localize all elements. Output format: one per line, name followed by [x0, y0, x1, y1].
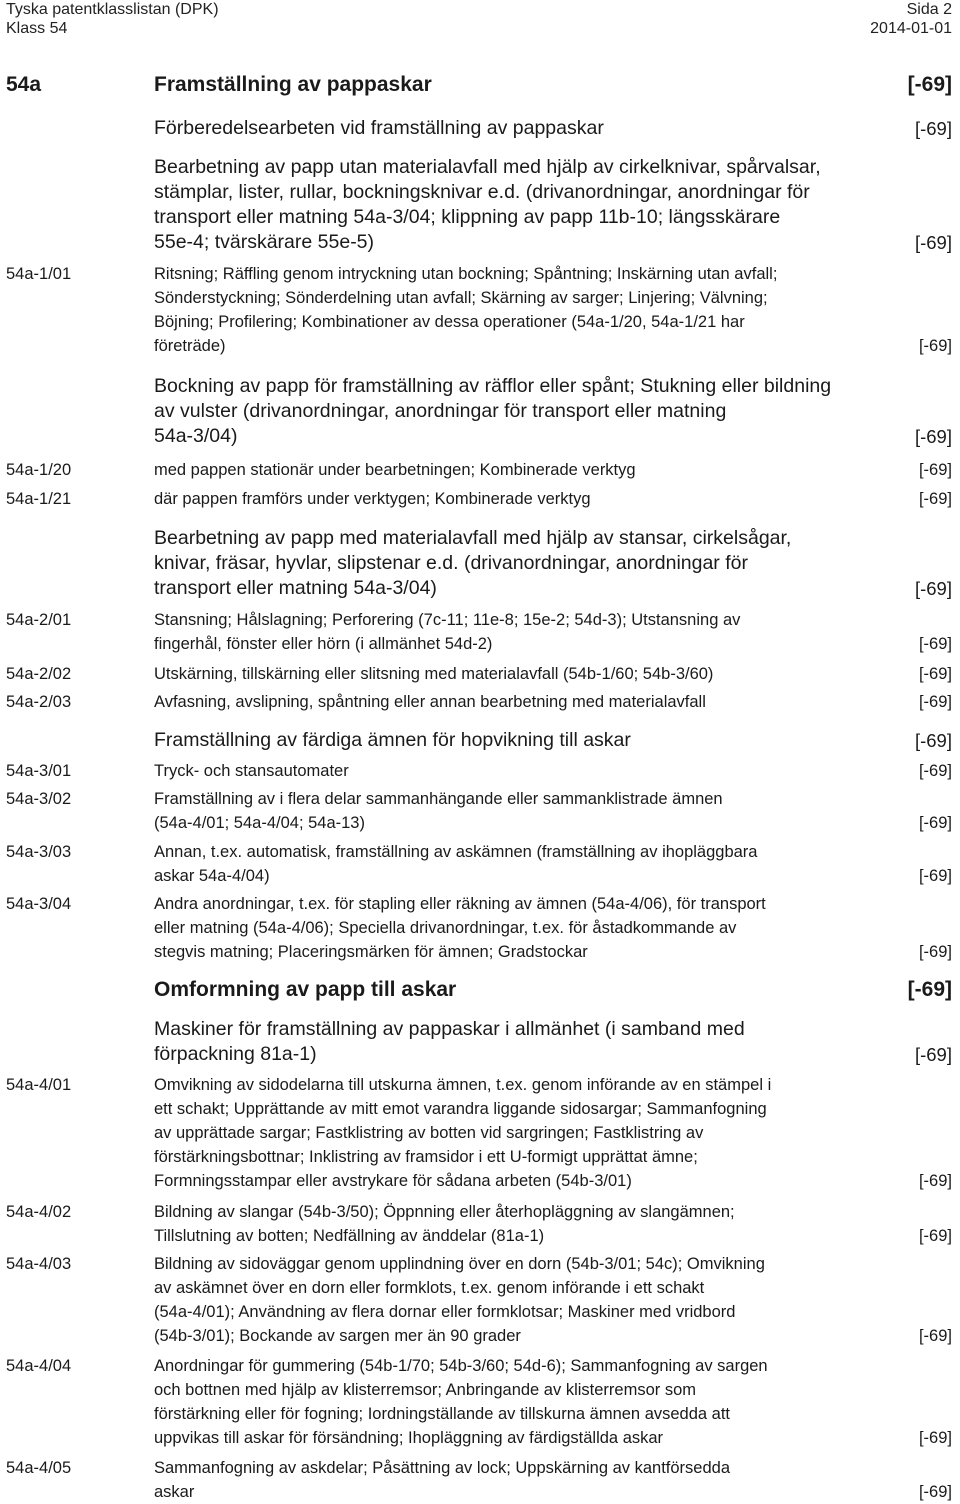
class-code: 54a-4/03 — [6, 1255, 72, 1273]
description-line: Andra anordningar, t.ex. för stapling eller räkning av ämnen (54a-4/06), för transport — [154, 895, 766, 913]
class-label: Klass 54 — [6, 20, 68, 37]
class-code: 54a-3/01 — [6, 762, 72, 780]
description-line: transport eller matning 54a-3/04) — [154, 577, 437, 599]
class-code: 54a-4/04 — [6, 1357, 72, 1375]
class-description — [154, 728, 952, 753]
description-line: askar — [154, 1483, 195, 1501]
description-line: Böjning; Profilering; Kombinationer av dessa operationer (54a-1/20, 54a-1/21 har — [154, 313, 745, 331]
description-line: Framställning av färdiga ämnen för hopvikning till askar — [154, 729, 631, 751]
description-line: förstärkningsbottnar; Inklistring av framsidor i ett U-formigt upprättat ämne; — [154, 1148, 698, 1166]
description-line: och bottnen med hjälp av klisterremsor; Anbringande av klisterremsor som — [154, 1381, 696, 1399]
class-description — [154, 759, 952, 783]
class-description — [154, 1354, 952, 1450]
description-line: (54a-4/01; 54a-4/04; 54a-13) — [154, 814, 365, 832]
description-line: uppvikas till askar för försändning; Ihopläggning av färdigställda askar — [154, 1429, 664, 1447]
description-line: 55e-4; tvärskärare 55e-5) — [154, 231, 375, 253]
description-line: Stansning; Hålslagning; Perforering (7c-11; 11e-8; 15e-2; 54d-3); Utstansning av — [154, 611, 741, 629]
validity-range: [-69] — [918, 867, 952, 885]
class-description — [154, 977, 952, 1003]
validity-range: [-69] — [918, 337, 952, 355]
class-description — [154, 458, 952, 482]
class-description — [154, 787, 952, 835]
class-description — [154, 1017, 952, 1067]
page-number: Sida 2 — [906, 1, 952, 18]
class-description — [154, 1252, 952, 1348]
description-line: Utskärning, tillskärning eller slitsning med materialavfall (54b-1/60; 54b-3/60) — [154, 665, 714, 683]
document-date: 2014-01-01 — [870, 20, 952, 37]
validity-range: [-69] — [918, 490, 952, 508]
description-line: av vulster (drivanordningar, anordningar för transport eller matning — [154, 400, 727, 422]
validity-range: [-69] — [918, 943, 952, 961]
validity-range: [-69] — [918, 461, 952, 479]
description-line: Framställning av i flera delar sammanhängande eller sammanklistrade ämnen — [154, 790, 723, 808]
class-code: 54a-4/01 — [6, 1076, 72, 1094]
class-description — [154, 72, 952, 98]
description-line: Bockning av papp för framställning av räfflor eller spånt; Stukning eller bildning — [154, 375, 832, 397]
class-description — [154, 608, 952, 656]
validity-range: [-69] — [918, 762, 952, 780]
class-description — [154, 690, 952, 714]
validity-range: [-69] — [918, 665, 952, 683]
class-code: 54a-3/03 — [6, 843, 72, 861]
class-code: 54a-4/05 — [6, 1459, 72, 1477]
description-line: Ritsning; Räffling genom intryckning utan bockning; Spåntning; Inskärning utan avfall; — [154, 265, 778, 283]
description-line: ett schakt; Upprättande av mitt emot varandra liggande sidosargar; Sammanfogning — [154, 1100, 767, 1118]
class-description — [154, 155, 952, 255]
description-line: Bearbetning av papp utan materialavfall med hjälp av cirkelknivar, spårvalsar, — [154, 156, 821, 178]
description-line: Anordningar för gummering (54b-1/70; 54b-3/60; 54d-6); Sammanfogning av sargen — [154, 1357, 768, 1375]
class-code: 54a — [6, 73, 42, 96]
description-line: av upprättade sargar; Fastklistring av botten vid sargringen; Fastklistring av — [154, 1124, 704, 1142]
description-line: Omvikning av sidodelarna till utskurna ämnen, t.ex. genom införande av en stämpel i — [154, 1076, 772, 1094]
class-description — [154, 487, 952, 511]
validity-range: [-69] — [914, 232, 952, 253]
description-line: Tillslutning av botten; Nedfällning av änddelar (81a-1) — [154, 1227, 545, 1245]
class-code: 54a-2/01 — [6, 611, 72, 629]
description-line: Sammanfogning av askdelar; Påsättning av lock; Uppskärning av kantförsedda — [154, 1459, 730, 1477]
class-code: 54a-3/02 — [6, 790, 72, 808]
class-code: 54a-4/02 — [6, 1203, 72, 1221]
validity-range: [-69] — [918, 814, 952, 832]
validity-range: [-69] — [914, 730, 952, 751]
description-line: med pappen stationär under bearbetningen; Kombinerade verktyg — [154, 461, 636, 479]
description-line: (54b-3/01); Bockande av sargen mer än 90 grader — [154, 1327, 521, 1345]
description-line: Förberedelsearbeten vid framställning av pappaskar — [154, 117, 604, 139]
validity-range: [-69] — [914, 1044, 952, 1065]
description-line: Sönderstyckning; Sönderdelning utan avfall; Skärning av sarger; Linjering; Välvning; — [154, 289, 768, 307]
description-line: Omformning av papp till askar — [154, 978, 457, 1001]
class-description — [154, 116, 952, 141]
description-line: förpackning 81a-1) — [154, 1043, 317, 1065]
class-description — [154, 1073, 952, 1193]
class-description — [154, 840, 952, 888]
description-line: där pappen framförs under verktygen; Kombinerade verktyg — [154, 490, 591, 508]
description-line: Bildning av sidoväggar genom upplindning över en dorn (54b-3/01; 54c); Omvikning — [154, 1255, 765, 1273]
description-line: Maskiner för framställning av pappaskar i allmänhet (i samband med — [154, 1018, 745, 1040]
class-code: 54a-1/20 — [6, 461, 72, 479]
class-code: 54a-1/01 — [6, 265, 72, 283]
validity-range: [-69] — [918, 1483, 952, 1501]
validity-range: [-69] — [918, 635, 952, 653]
description-line: av askämnet över en dorn eller formklots, t.ex. genom införande i ett schakt — [154, 1279, 705, 1297]
description-line: knivar, fräsar, hyvlar, slipstenar e.d. (drivanordningar, anordningar för — [154, 552, 748, 574]
validity-range: [-69] — [907, 73, 952, 96]
description-line: Bildning av slangar (54b-3/50); Öppnning eller återhopläggning av slangämnen; — [154, 1203, 735, 1221]
validity-range: [-69] — [918, 693, 952, 711]
description-line: transport eller matning 54a-3/04; klippning av papp 11b-10; längsskärare — [154, 206, 781, 228]
validity-range: [-69] — [914, 578, 952, 599]
validity-range: [-69] — [918, 1327, 952, 1345]
description-line: eller matning (54a-4/06); Speciella drivanordningar, t.ex. för åstadkommande av — [154, 919, 737, 937]
description-line: Bearbetning av papp med materialavfall med hjälp av stansar, cirkelsågar, — [154, 527, 792, 549]
class-description — [154, 662, 952, 686]
class-code: 54a-3/04 — [6, 895, 72, 913]
description-line: askar 54a-4/04) — [154, 867, 270, 885]
class-code: 54a-2/02 — [6, 665, 72, 683]
description-line: Annan, t.ex. automatisk, framställning av askämnen (framställning av ihopläggbara — [154, 843, 758, 861]
description-line: Formningsstampar eller avstrykare för sådana arbeten (54b-3/01) — [154, 1172, 632, 1190]
description-line: Framställning av pappaskar — [154, 73, 432, 96]
validity-range: [-69] — [914, 426, 952, 447]
class-description — [154, 374, 952, 449]
validity-range: [-69] — [914, 118, 952, 139]
validity-range: [-69] — [918, 1172, 952, 1190]
class-description — [154, 262, 952, 358]
validity-range: [-69] — [918, 1429, 952, 1447]
class-description — [154, 1456, 952, 1504]
description-line: företräde) — [154, 337, 226, 355]
description-line: stämplar, lister, rullar, bockningsknivar e.d. (drivanordningar, anordningar för — [154, 181, 810, 203]
document-title: Tyska patentklasslistan (DPK) — [6, 1, 219, 18]
description-line: förstärkning eller för fogning; Iordningställande av tillskurna ämnen avsedda att — [154, 1405, 731, 1423]
class-description — [154, 526, 952, 601]
description-line: 54a-3/04) — [154, 425, 238, 447]
class-code: 54a-2/03 — [6, 693, 72, 711]
class-description — [154, 892, 952, 964]
description-line: Avfasning, avslipning, spåntning eller annan bearbetning med materialavfall — [154, 693, 706, 711]
validity-range: [-69] — [907, 978, 952, 1001]
validity-range: [-69] — [918, 1227, 952, 1245]
class-code: 54a-1/21 — [6, 490, 72, 508]
description-line: (54a-4/01); Användning av flera dornar eller formklotsar; Maskiner med vridbord — [154, 1303, 736, 1321]
description-line: Tryck- och stansautomater — [154, 762, 349, 780]
description-line: stegvis matning; Placeringsmärken för ämnen; Gradstockar — [154, 943, 588, 961]
description-line: fingerhål, fönster eller hörn (i allmänhet 54d-2) — [154, 635, 493, 653]
class-description — [154, 1200, 952, 1248]
